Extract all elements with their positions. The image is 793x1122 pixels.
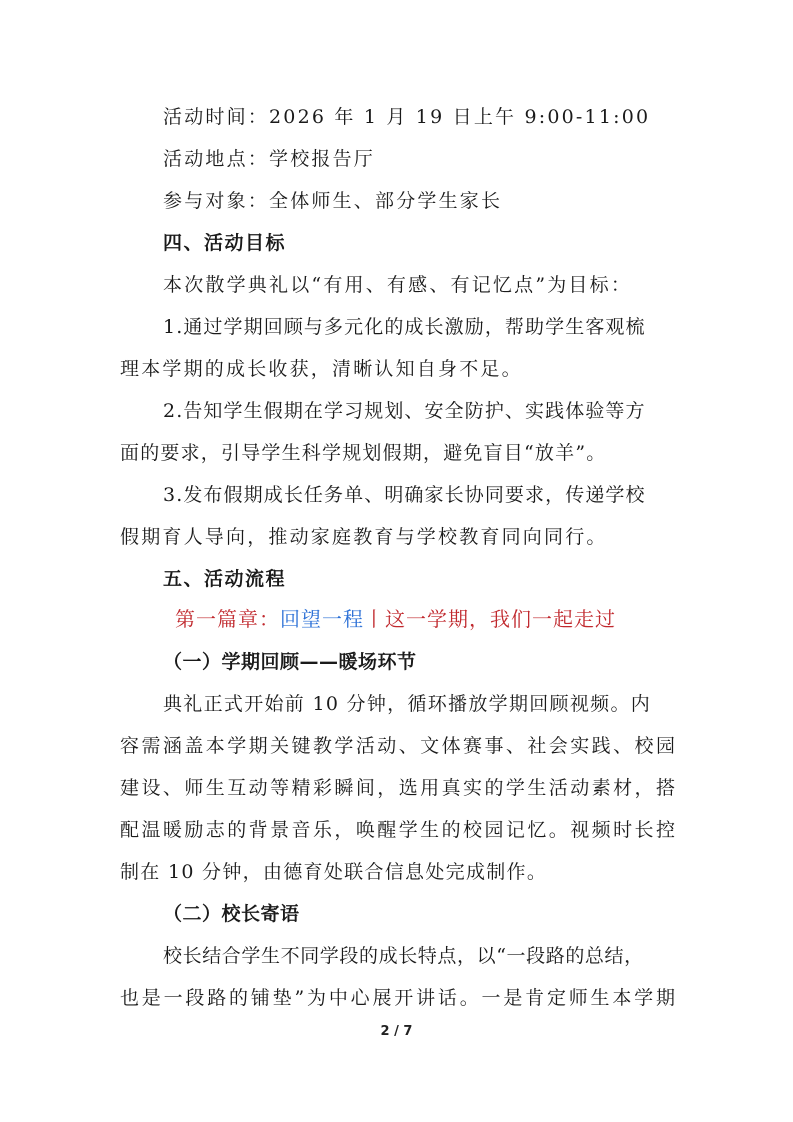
subheading-principal: （二）校长寄语 <box>163 903 300 925</box>
review-para-line-2: 容需涵盖本学期关键教学活动、文体赛事、社会实践、校园 <box>120 735 675 757</box>
subheading-review: （一）学期回顾——暖场环节 <box>163 651 417 673</box>
chapter-link[interactable]: 回望一程 <box>280 607 364 631</box>
activity-time: 活动时间：2026 年 1 月 19 日上午 9:00-11:00 <box>163 106 651 128</box>
activity-place: 活动地点：学校报告厅 <box>163 148 376 170</box>
section-heading-process: 五、活动流程 <box>163 568 287 590</box>
goal-3-line-1: 3.发布假期成长任务单、明确家长协同要求，传递学校 <box>163 484 646 506</box>
goal-2-line-1: 2.告知学生假期在学习规划、安全防护、实践体验等方 <box>163 400 646 422</box>
chapter-prefix: 第一篇章： <box>175 607 280 631</box>
principal-para-line-2: 也是一段路的铺垫”为中心展开讲话。一是肯定师生本学期 <box>120 987 675 1009</box>
review-para-line-5: 制在 10 分钟，由德育处联合信息处完成制作。 <box>120 861 548 883</box>
review-para-line-3: 建设、师生互动等精彩瞬间，选用真实的学生活动素材，搭 <box>120 777 675 799</box>
review-para-line-4: 配温暖励志的背景音乐，唤醒学生的校园记忆。视频时长控 <box>120 819 675 841</box>
section-heading-goals: 四、活动目标 <box>163 232 287 254</box>
review-para-line-1: 典礼正式开始前 10 分钟，循环播放学期回顾视频。内 <box>163 693 652 715</box>
activity-participants: 参与对象：全体师生、部分学生家长 <box>163 190 503 212</box>
page-number: 2 / 7 <box>380 1024 413 1039</box>
goal-3-line-2: 假期育人导向，推动家庭教育与学校教育同向同行。 <box>120 526 608 548</box>
chapter-suffix: 丨这一学期，我们一起走过 <box>364 607 616 631</box>
principal-para-line-1: 校长结合学生不同学段的成长特点，以“一段路的总结， <box>163 945 644 967</box>
chapter-title <box>175 607 616 631</box>
goal-1-line-1: 1.通过学期回顾与多元化的成长激励，帮助学生客观梳 <box>163 316 646 338</box>
goal-2-line-2: 面的要求，引导学生科学规划假期，避免盲目“放羊”。 <box>120 442 607 464</box>
goal-1-line-2: 理本学期的成长收获，清晰认知自身不足。 <box>120 358 523 380</box>
goal-intro: 本次散学典礼以“有用、有感、有记忆点”为目标： <box>163 274 633 296</box>
